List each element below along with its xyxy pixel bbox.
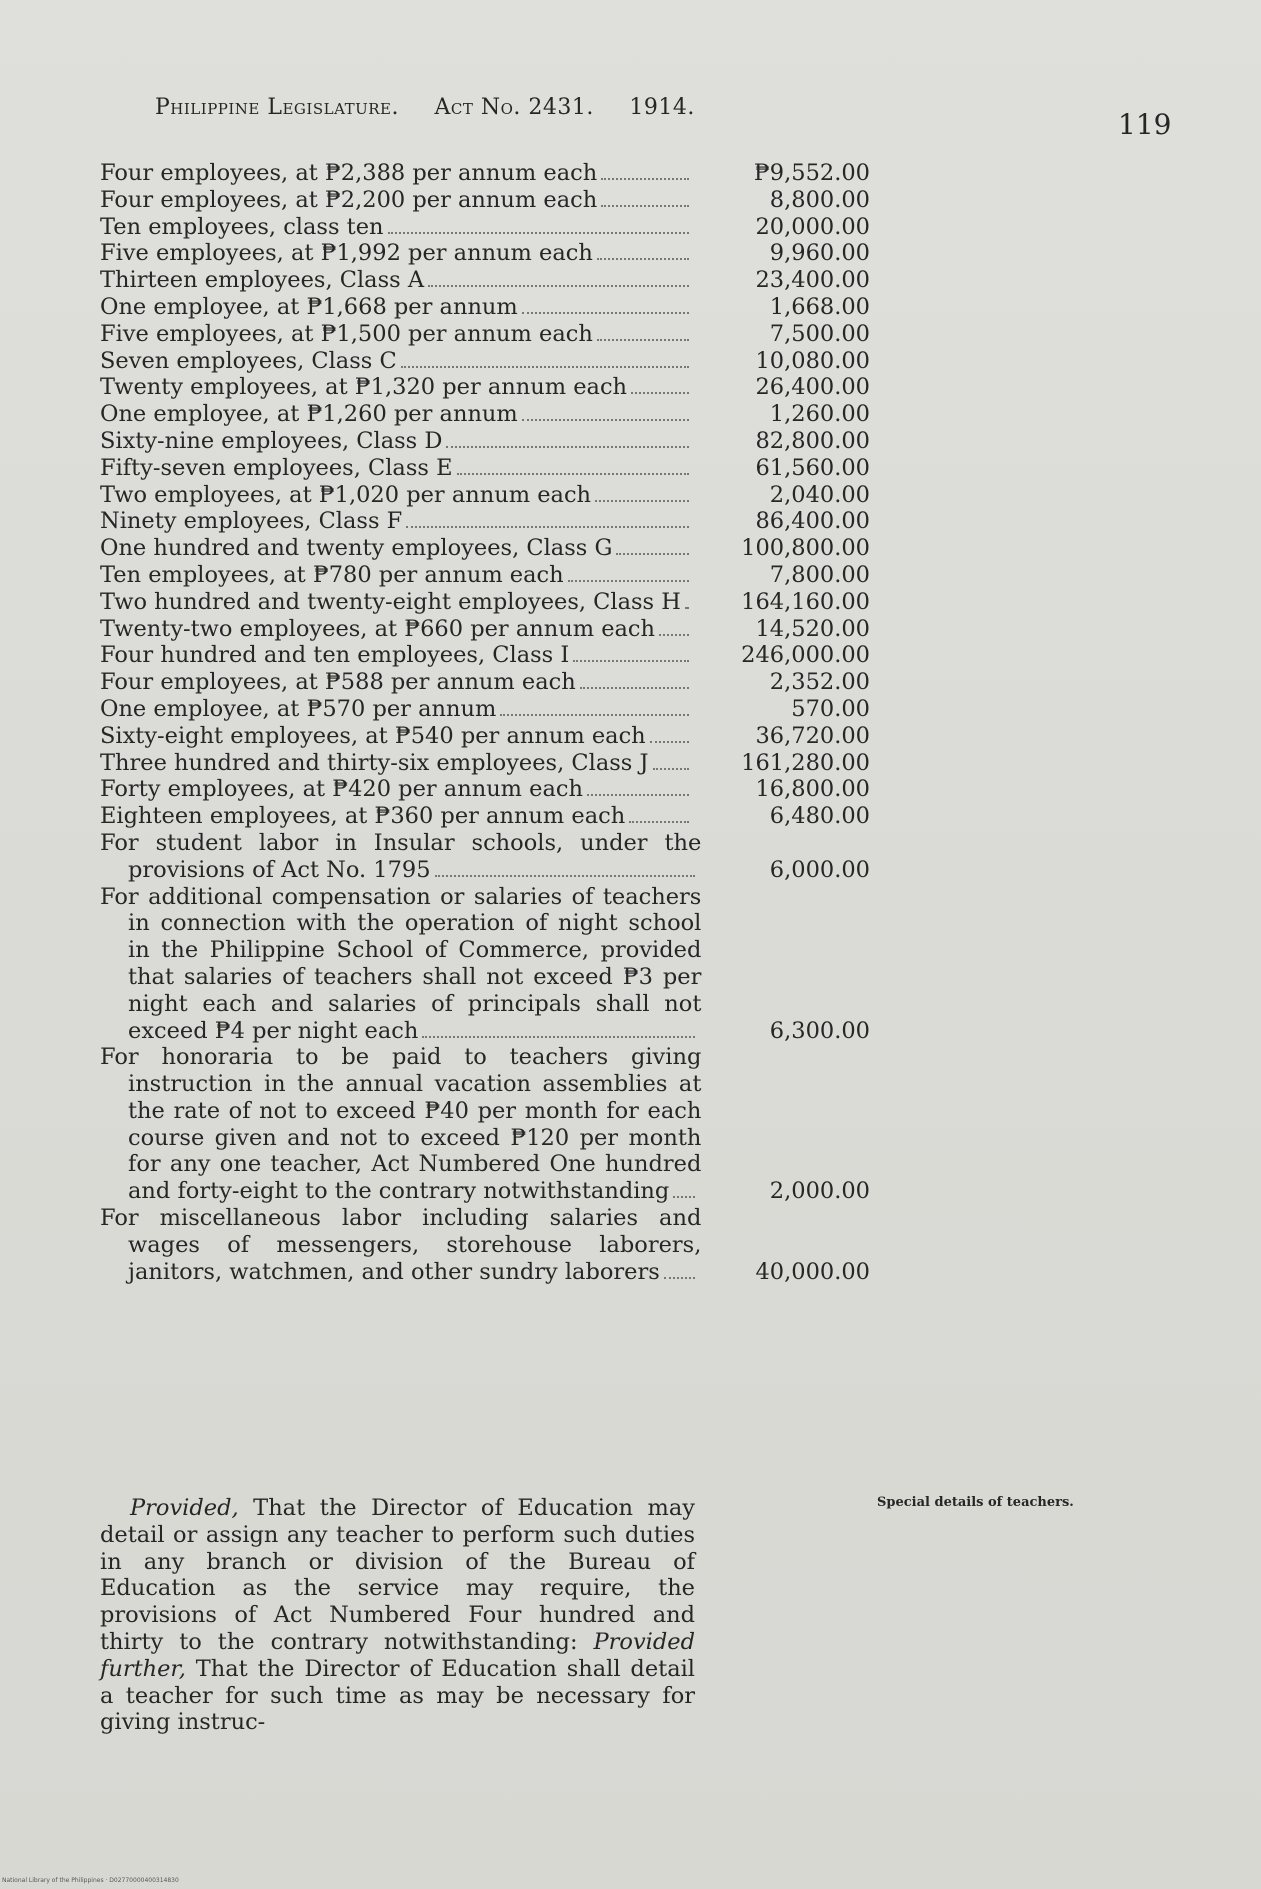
appropriation-row xyxy=(100,696,870,723)
appropriation-description xyxy=(100,776,695,803)
appropriation-description xyxy=(100,884,701,1045)
appropriation-amount: 8,800.00 xyxy=(769,186,870,213)
appropriation-description xyxy=(100,401,695,428)
running-header xyxy=(155,95,723,120)
appropriation-amount: 23,400.00 xyxy=(755,267,870,294)
appropriation-text: Three hundred and thirty-six employees, Class J xyxy=(100,749,649,776)
appropriation-row xyxy=(100,589,870,616)
proviso-text-2: That the Director of Education shall detail a teacher for such time as may be necessary for giving instruc- xyxy=(100,1655,695,1736)
appropriation-text: Twenty-two employees, at ₱660 per annum each xyxy=(100,615,656,642)
scan-credit: National Library of the Philippines · D02770000400314830 xyxy=(2,1877,179,1884)
appropriation-description xyxy=(100,616,695,643)
appropriation-amount: 7,800.00 xyxy=(769,561,870,588)
appropriation-row xyxy=(100,642,870,669)
appropriation-text: One employee, at ₱1,260 per annum xyxy=(100,401,518,428)
appropriation-row xyxy=(100,321,870,348)
dot-leader xyxy=(659,634,689,636)
appropriation-description xyxy=(100,535,695,562)
appropriation-amount: 1,668.00 xyxy=(769,293,870,320)
appropriation-amount: 164,160.00 xyxy=(741,588,870,615)
appropriation-amount: 9,960.00 xyxy=(769,240,870,267)
dot-leader xyxy=(685,607,689,609)
dot-leader xyxy=(422,1036,695,1038)
appropriation-amount: 1,260.00 xyxy=(769,401,870,428)
appropriation-row xyxy=(100,508,870,535)
appropriation-text: Four employees, at ₱588 per annum each xyxy=(100,669,576,696)
appropriation-description xyxy=(100,187,695,214)
appropriation-text: Five employees, at ₱1,992 per annum each xyxy=(100,240,593,267)
appropriation-row xyxy=(100,884,870,1045)
dot-leader xyxy=(457,473,689,475)
dot-leader xyxy=(597,258,689,260)
appropriations-list xyxy=(100,160,870,1285)
proviso-paragraph xyxy=(100,1495,695,1736)
appropriation-text: Ten employees, at ₱780 per annum each xyxy=(100,561,564,588)
appropriation-row xyxy=(100,535,870,562)
dot-leader xyxy=(388,232,689,234)
appropriation-description xyxy=(100,1044,701,1205)
appropriation-text: Four hundred and ten employees, Class I xyxy=(100,642,570,669)
dot-leader xyxy=(595,500,689,502)
appropriation-amount: 36,720.00 xyxy=(755,722,870,749)
dot-leader xyxy=(587,794,689,796)
dot-leader xyxy=(446,446,689,448)
appropriation-amount: 2,040.00 xyxy=(769,481,870,508)
appropriation-text: One employee, at ₱570 per annum xyxy=(100,695,497,722)
dot-leader xyxy=(650,741,689,743)
appropriation-row xyxy=(100,294,870,321)
dot-leader xyxy=(580,687,689,689)
appropriation-amount: 16,800.00 xyxy=(755,776,870,803)
appropriation-text: Eighteen employees, at ₱360 per annum each xyxy=(100,803,626,830)
dot-leader xyxy=(568,580,689,582)
appropriation-text: Seven employees, Class C xyxy=(100,347,397,374)
appropriation-amount: 6,000.00 xyxy=(769,856,870,883)
appropriation-text: Thirteen employees, Class A xyxy=(100,267,425,294)
appropriation-row xyxy=(100,374,870,401)
appropriation-row xyxy=(100,482,870,509)
appropriation-description xyxy=(100,669,695,696)
appropriation-row xyxy=(100,1044,870,1205)
dot-leader xyxy=(597,339,689,341)
appropriation-text: For miscellaneous labor including salaries and wages of messengers, storehouse laborers, janitors, watchmen, and other sundry laborers xyxy=(100,1205,702,1285)
appropriation-description xyxy=(100,374,695,401)
appropriation-text: Ten employees, class ten xyxy=(100,213,384,240)
appropriation-description xyxy=(100,562,695,589)
proviso-provided-2: Provided further, xyxy=(100,1628,695,1682)
appropriation-row xyxy=(100,616,870,643)
appropriation-description xyxy=(100,723,695,750)
appropriation-row xyxy=(100,214,870,241)
appropriation-row xyxy=(100,1205,870,1285)
appropriation-text: Ninety employees, Class F xyxy=(100,508,403,535)
header-title: Philippine Legislature. xyxy=(155,95,399,120)
appropriation-text: Forty employees, at ₱420 per annum each xyxy=(100,776,583,803)
appropriation-text: Fifty-seven employees, Class E xyxy=(100,454,453,481)
appropriation-row xyxy=(100,160,870,187)
appropriation-description xyxy=(100,321,695,348)
appropriation-row xyxy=(100,803,870,830)
appropriation-description xyxy=(100,160,695,187)
appropriation-row xyxy=(100,401,870,428)
appropriation-amount: 100,800.00 xyxy=(741,535,870,562)
dot-leader xyxy=(522,419,689,421)
dot-leader xyxy=(629,821,689,823)
appropriation-row xyxy=(100,455,870,482)
appropriation-amount: 26,400.00 xyxy=(755,374,870,401)
appropriation-row xyxy=(100,723,870,750)
appropriation-text: For honoraria to be paid to teachers giving instruction in the annual vacation assemblies at the rate of not to exceed ₱40 per month for each course given and not to exceed ₱120 per month for any one teacher, Act Numbered One hundred and forty-eight to the contrary notwithstanding xyxy=(100,1044,702,1205)
proviso-text-1: That the Director of Education may detail or assign any teacher to perform such duties in any branch or division of the Bureau of Education as the service may require, the provisions of Act Numbered Four hundred and thirty to the contrary notwithstanding: xyxy=(100,1495,695,1655)
appropriation-amount: 6,480.00 xyxy=(769,803,870,830)
appropriation-description xyxy=(100,240,695,267)
appropriation-description xyxy=(100,428,695,455)
appropriation-description xyxy=(100,294,695,321)
appropriation-row xyxy=(100,348,870,375)
appropriation-description xyxy=(100,830,701,884)
header-year: 1914. xyxy=(629,95,695,120)
appropriation-row xyxy=(100,750,870,777)
appropriation-text: For student labor in Insular schools, under the provisions of Act No. 1795 xyxy=(100,829,702,883)
appropriation-text: Sixty-eight employees, at ₱540 per annum each xyxy=(100,722,646,749)
dot-leader xyxy=(573,660,689,662)
dot-leader xyxy=(401,366,689,368)
appropriation-amount: 570.00 xyxy=(791,695,870,722)
appropriation-text: For additional compensation or salaries of teachers in connection with the operation of night school in the Philippine School of Commerce, provided that salaries of teachers shall not exceed ₱3 per night each and salaries of principals shall not exceed ₱4 per night each xyxy=(100,883,702,1044)
appropriation-text: Four employees, at ₱2,200 per annum each xyxy=(100,186,598,213)
appropriation-description xyxy=(100,750,695,777)
appropriation-amount: 40,000.00 xyxy=(755,1258,870,1285)
appropriation-description xyxy=(100,508,695,535)
appropriation-text: One employee, at ₱1,668 per annum xyxy=(100,293,518,320)
appropriation-amount: 2,352.00 xyxy=(769,669,870,696)
dot-leader xyxy=(435,875,696,877)
appropriation-text: Two hundred and twenty-eight employees, Class H xyxy=(100,588,681,615)
dot-leader xyxy=(673,1196,695,1198)
appropriation-amount: 7,500.00 xyxy=(769,320,870,347)
appropriation-row xyxy=(100,776,870,803)
page-number: 119 xyxy=(1118,108,1172,141)
appropriation-text: Sixty-nine employees, Class D xyxy=(100,427,443,454)
appropriation-description xyxy=(100,214,695,241)
appropriation-description xyxy=(100,482,695,509)
margin-note: Special details of teachers. xyxy=(877,1495,1074,1510)
appropriation-row xyxy=(100,562,870,589)
appropriation-row xyxy=(100,267,870,294)
dot-leader xyxy=(500,714,689,716)
appropriation-amount: 14,520.00 xyxy=(755,615,870,642)
dot-leader xyxy=(406,526,689,528)
appropriation-amount: 6,300.00 xyxy=(769,1017,870,1044)
appropriation-description xyxy=(100,803,695,830)
dot-leader xyxy=(601,178,689,180)
appropriation-text: One hundred and twenty employees, Class G xyxy=(100,535,613,562)
appropriation-amount: 82,800.00 xyxy=(755,427,870,454)
appropriation-row xyxy=(100,830,870,884)
appropriation-row xyxy=(100,240,870,267)
dot-leader xyxy=(631,392,689,394)
appropriation-amount: 61,560.00 xyxy=(755,454,870,481)
appropriation-text: Twenty employees, at ₱1,320 per annum each xyxy=(100,374,628,401)
appropriation-row xyxy=(100,187,870,214)
appropriation-row xyxy=(100,669,870,696)
dot-leader xyxy=(601,205,689,207)
dot-leader xyxy=(653,768,689,770)
appropriation-description xyxy=(100,455,695,482)
appropriation-description xyxy=(100,696,695,723)
appropriation-amount: 246,000.00 xyxy=(741,642,870,669)
dot-leader xyxy=(616,553,689,555)
appropriation-amount: 2,000.00 xyxy=(769,1178,870,1205)
appropriation-row xyxy=(100,428,870,455)
appropriation-amount: 86,400.00 xyxy=(755,508,870,535)
dot-leader xyxy=(664,1277,696,1279)
appropriation-amount: 10,080.00 xyxy=(755,347,870,374)
appropriation-text: Five employees, at ₱1,500 per annum each xyxy=(100,320,593,347)
appropriation-description xyxy=(100,589,695,616)
appropriation-description xyxy=(100,1205,701,1285)
proviso-provided-1: Provided, xyxy=(130,1495,239,1521)
header-act: Act No. 2431. xyxy=(434,95,594,120)
appropriation-amount: ₱9,552.00 xyxy=(753,160,870,186)
dot-leader xyxy=(428,285,689,287)
appropriation-text: Four employees, at ₱2,388 per annum each xyxy=(100,160,598,186)
dot-leader xyxy=(522,312,689,314)
appropriation-text: Two employees, at ₱1,020 per annum each xyxy=(100,481,592,508)
appropriation-description xyxy=(100,348,695,375)
appropriation-amount: 20,000.00 xyxy=(755,213,870,240)
appropriation-description xyxy=(100,642,695,669)
appropriation-amount: 161,280.00 xyxy=(741,749,870,776)
appropriation-description xyxy=(100,267,695,294)
